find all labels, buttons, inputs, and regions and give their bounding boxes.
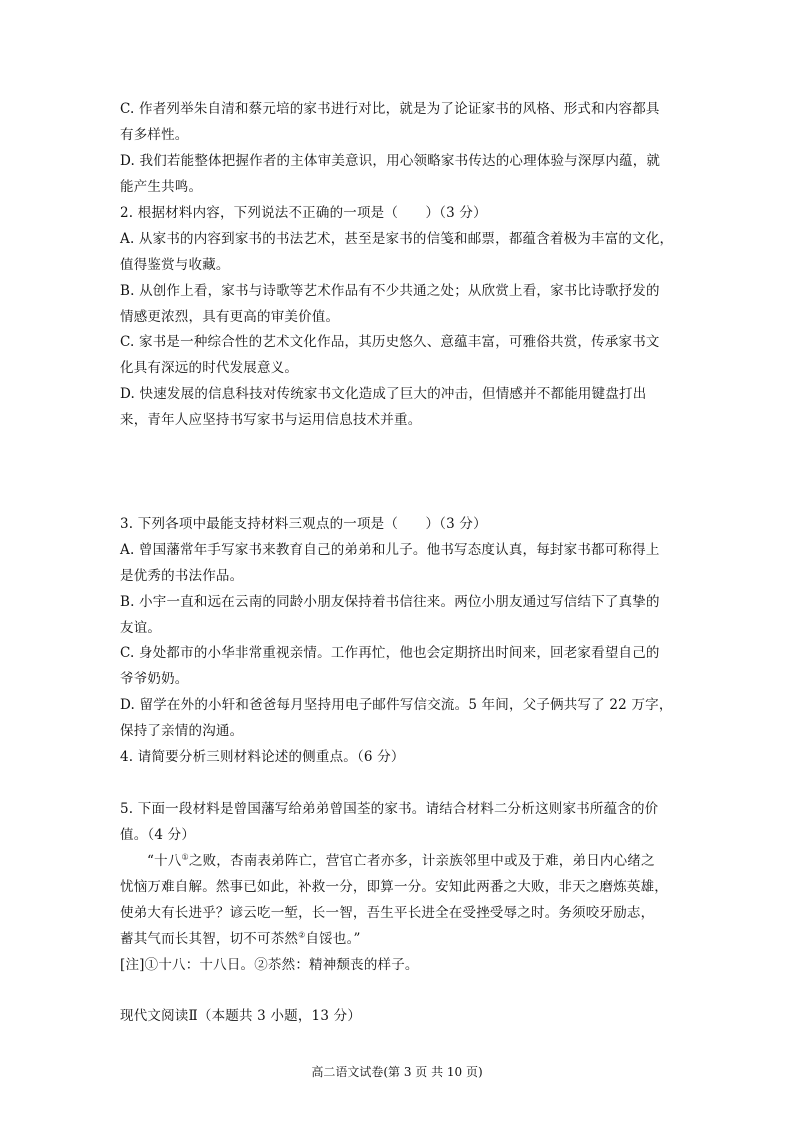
q2-option-c-line2: 化具有深远的时代发展意义。 xyxy=(120,360,299,376)
q3-option-c-line1: C. 身处都市的小华非常重视亲情。工作再忙，他也会定期挤出时间来，回老家看望自己的 xyxy=(120,645,660,661)
q3-option-a-line2: 是优秀的书法作品。 xyxy=(120,568,244,584)
q3-option-c-line2: 爷爷奶奶。 xyxy=(120,671,189,687)
q1-option-d-line2: 能产生共鸣。 xyxy=(120,179,203,195)
q2-stem: 2. 根据材料内容，下列说法不正确的一项是（ ）（3 分） xyxy=(120,205,487,221)
q5-quote-line3: 使弟大有长进乎？谚云吃一堑，长一智，吾生平长进全在受挫受辱之时。务须咬牙励志， xyxy=(120,905,655,921)
q2-option-d-line1: D. 快速发展的信息科技对传统家书文化造成了巨大的冲击，但情感并不都能用键盘打出 xyxy=(120,386,647,402)
q2-option-a-line2: 值得鉴赏与收藏。 xyxy=(120,257,230,273)
q1-option-d-line1: D. 我们若能整体把握作者的主体审美意识，用心领略家书传达的心理体验与深厚内蕴，就 xyxy=(120,153,661,169)
q5-quote-line1 xyxy=(147,852,655,870)
q3-option-b-line1: B. 小宇一直和远在云南的同龄小朋友保持着书信往来。两位小朋友通过写信结下了真挚的 xyxy=(120,594,660,610)
q2-option-d-line2: 来，青年人应坚持书写家书与运用信息技术并重。 xyxy=(120,412,422,428)
q1-option-c-line2: 有多样性。 xyxy=(120,127,189,143)
q5-stem-line2: 值。（4 分） xyxy=(120,827,196,843)
q5-quote-line2: 忧恼万难自解。然事已如此，补救一分，即算一分。安知此两番之大败，非天之磨炼英雄， xyxy=(120,879,668,895)
q2-option-b-line1: B. 从创作上看，家书与诗歌等艺术作品有不少共通之处；从欣赏上看，家书比诗歌抒发的 xyxy=(120,283,660,299)
page-footer: 高二语文试卷(第 3 页 共 10 页) xyxy=(311,1065,483,1079)
q2-option-c-line1: C. 家书是一种综合性的艺术文化作品，其历史悠久、意蕴丰富，可雅俗共赏，传承家书文 xyxy=(120,334,660,350)
q5-stem-line1: 5. 下面一段材料是曾国藩写给弟弟曾国荃的家书。请结合材料二分析这则家书所蕴含的价 xyxy=(120,801,659,817)
q5-quote-line1-b: 之败，杏南表弟阵亡，营官亡者亦多，计亲族邻里中或及于难，弟日内心绪之 xyxy=(188,853,655,869)
q3-stem: 3. 下列各项中最能支持材料三观点的一项是（ ）（3 分） xyxy=(120,516,487,532)
q5-quote-line4-b: 自馁也。” xyxy=(305,931,361,947)
q5-quote-line4 xyxy=(120,930,361,948)
footnote-marker-2: ② xyxy=(298,930,306,940)
q5-quote-line4-a: 蓄其气而长其智，切不可苶然 xyxy=(120,931,299,947)
section-heading: 现代文阅读Ⅱ（本题共 3 小题，13 分） xyxy=(120,1008,362,1024)
q3-option-d-line1: D. 留学在外的小轩和爸爸每月坚持用电子邮件写信交流。5 年间，父子俩共写了 22 万字， xyxy=(120,697,673,713)
q4-stem: 4. 请简要分析三则材料论述的侧重点。（6 分） xyxy=(120,749,405,765)
q1-option-c-line1: C. 作者列举朱自清和蔡元培的家书进行对比，就是为了论证家书的风格、形式和内容都具 xyxy=(120,101,660,117)
footnote-marker-1: ① xyxy=(181,852,189,862)
q3-option-a-line1: A. 曾国藩常年手写家书来教育自己的弟弟和儿子。他书写态度认真，每封家书都可称得上 xyxy=(120,542,660,558)
q3-option-b-line2: 友谊。 xyxy=(120,620,162,636)
q5-quote-line1-a: “十八 xyxy=(147,853,182,869)
q2-option-b-line2: 情感更浓烈，具有更高的审美价值。 xyxy=(120,309,340,325)
q5-annotation: [注]①十八：十八日。②苶然：精神颓丧的样子。 xyxy=(120,957,419,973)
q3-option-d-line2: 保持了亲情的沟通。 xyxy=(120,723,244,739)
q2-option-a-line1: A. 从家书的内容到家书的书法艺术，甚至是家书的信笺和邮票，都蕴含着极为丰富的文化， xyxy=(120,231,674,247)
